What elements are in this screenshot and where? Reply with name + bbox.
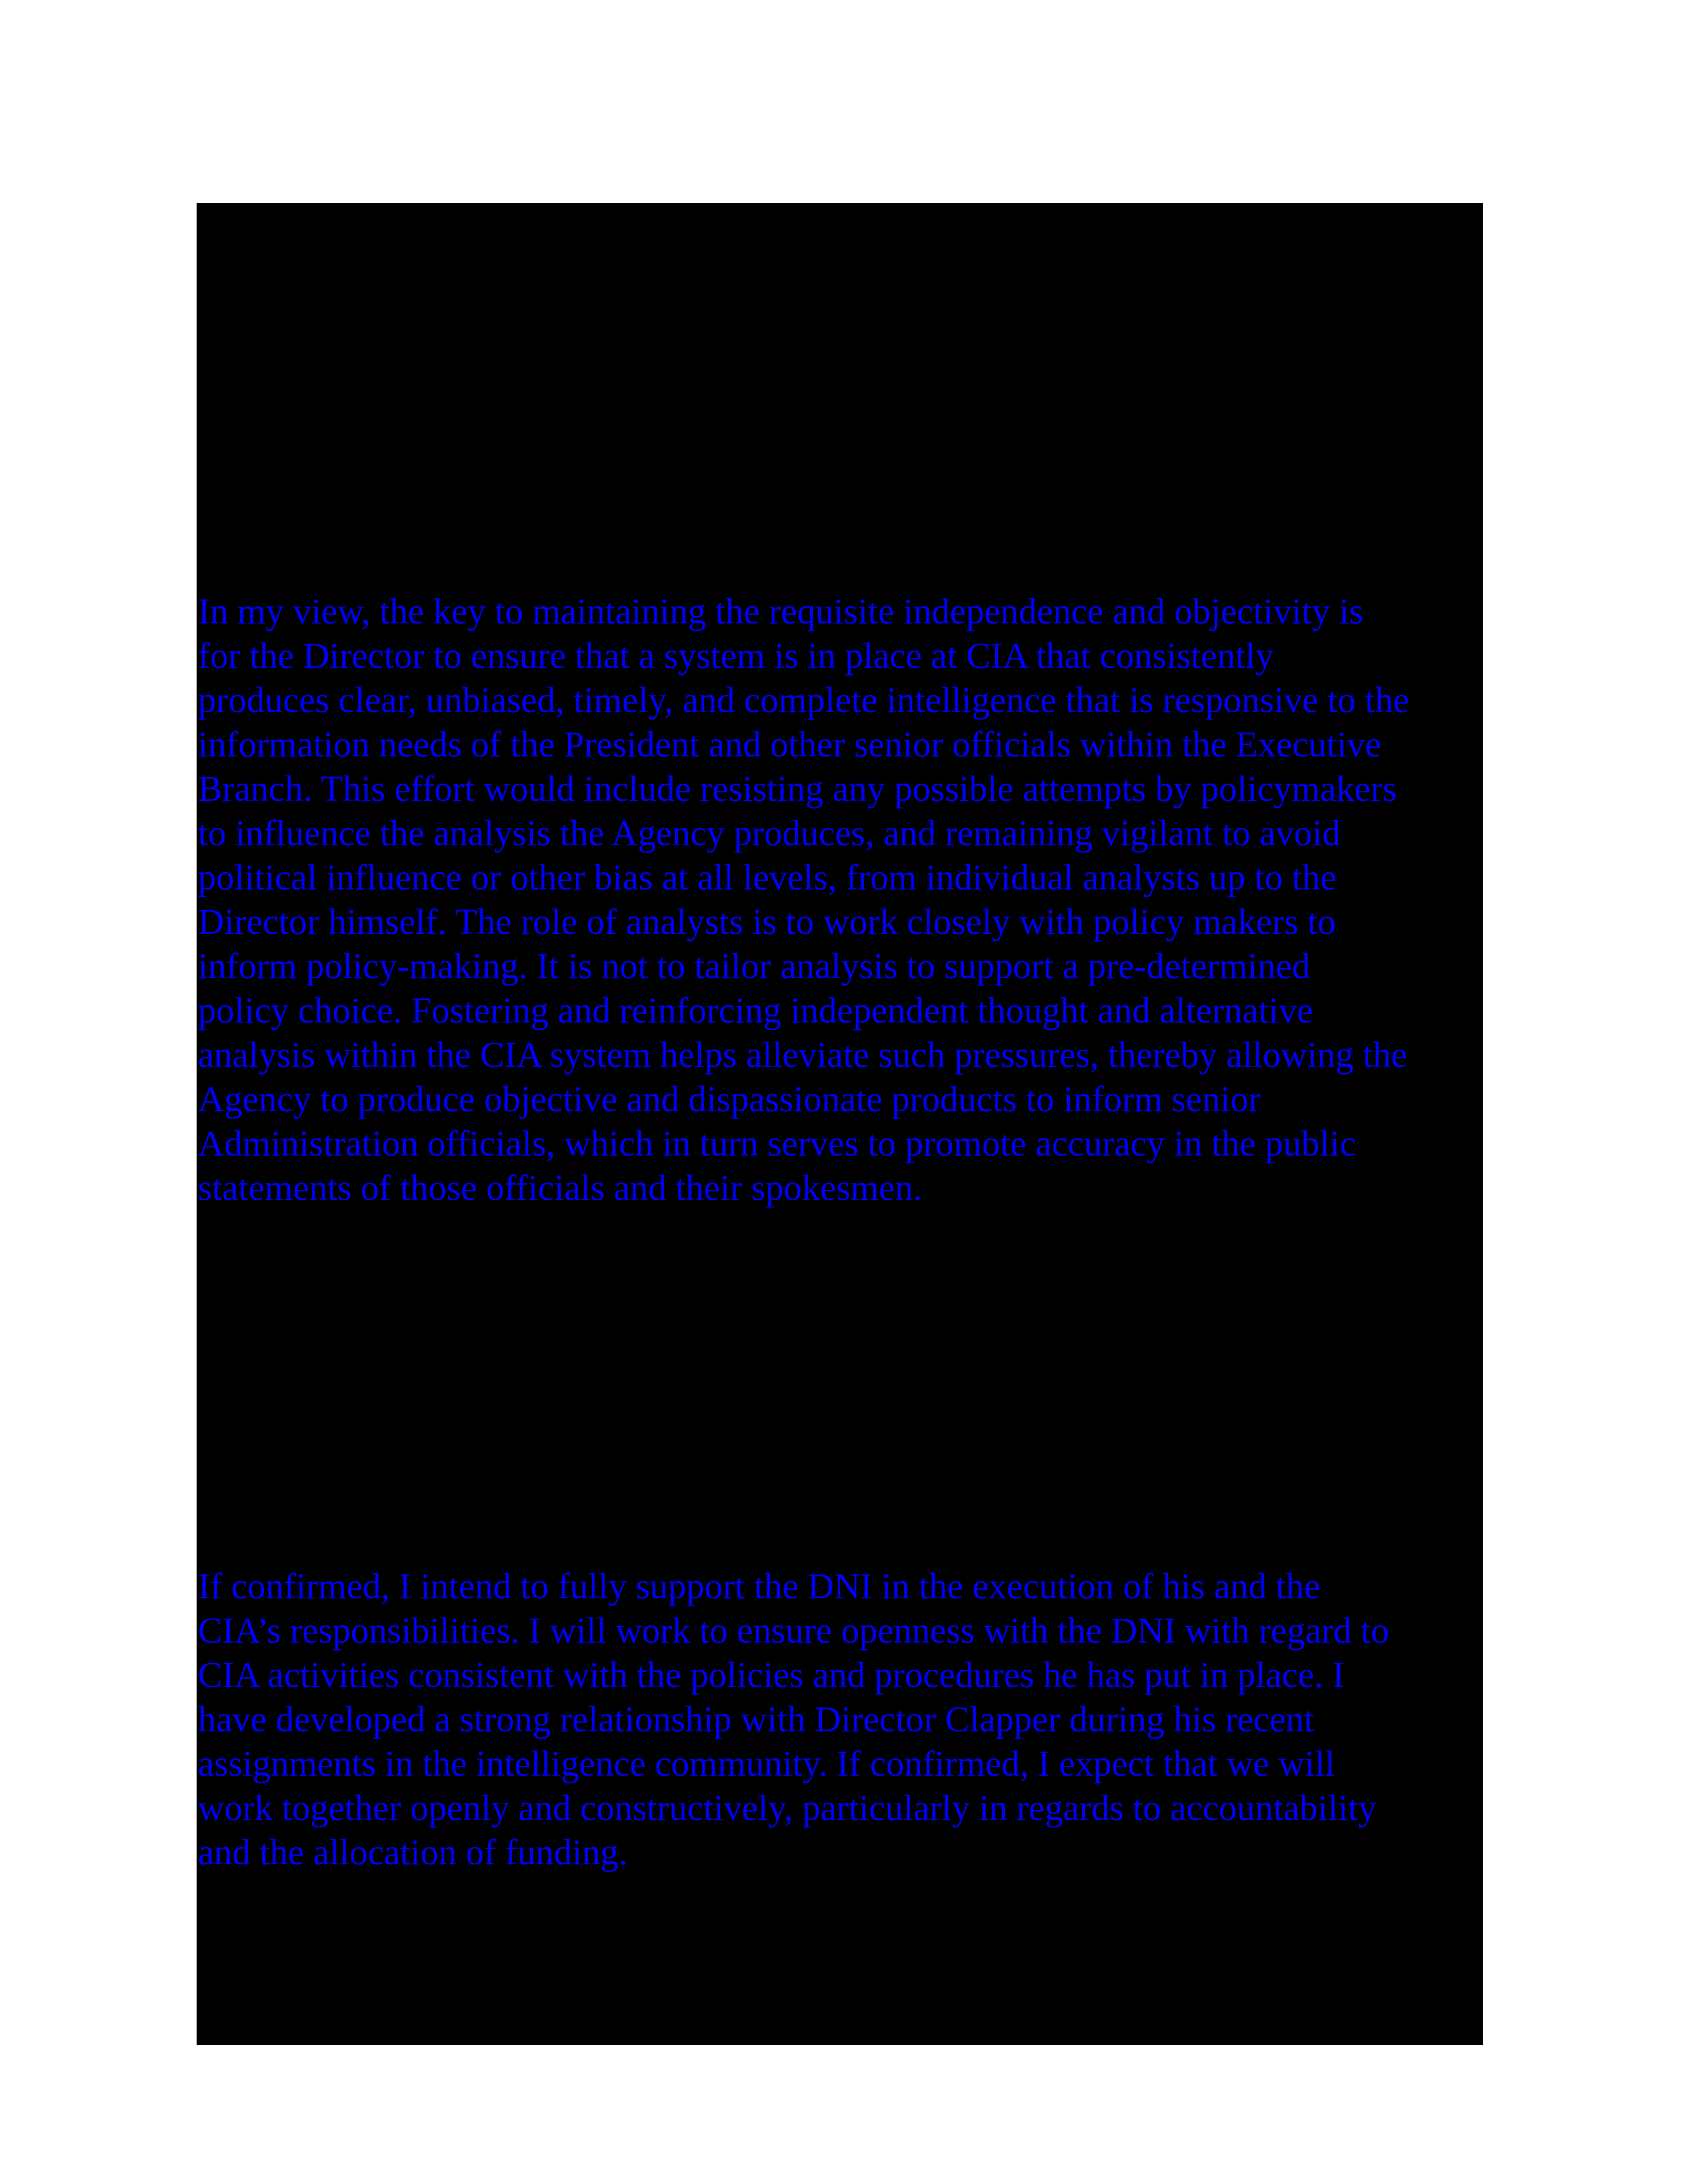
text-line: assignments in the intelligence community. If confirmed, I expect that we will xyxy=(198,1743,1335,1784)
paragraph-dni-relationship xyxy=(198,1564,1495,1874)
text-line: work together openly and constructively, particularly in regards to accountability xyxy=(198,1788,1377,1828)
text-line: Branch. This effort would include resisting any possible attempts by policymakers xyxy=(198,768,1397,809)
text-line: If confirmed, I intend to fully support the DNI in the execution of his and the xyxy=(198,1566,1321,1606)
paragraph-analytic-independence xyxy=(198,589,1495,1210)
text-line: CIA’s responsibilities. I will work to ensure openness with the DNI with regard to xyxy=(198,1610,1389,1651)
text-line: Director himself. The role of analysts is to work closely with policy makers to xyxy=(198,901,1336,942)
text-line: policy choice. Fostering and reinforcing independent thought and alternative xyxy=(198,990,1313,1030)
text-line: CIA activities consistent with the policies and procedures he has put in place. I xyxy=(198,1655,1345,1695)
text-line: produces clear, unbiased, timely, and complete intelligence that is responsive to the xyxy=(198,680,1410,720)
text-line: and the allocation of funding. xyxy=(198,1832,628,1872)
text-line: Administration officials, which in turn serves to promote accuracy in the public xyxy=(198,1123,1356,1163)
text-line: In my view, the key to maintaining the requisite independence and objectivity is xyxy=(198,591,1364,631)
text-line: information needs of the President and other senior officials within the Executive xyxy=(198,724,1382,764)
text-line: for the Director to ensure that a system is in place at CIA that consistently xyxy=(198,635,1274,676)
text-line: statements of those officials and their spokesmen. xyxy=(198,1167,923,1208)
text-line: analysis within the CIA system helps alleviate such pressures, thereby allowing the xyxy=(198,1034,1407,1075)
text-line: political influence or other bias at all levels, from individual analysts up to the xyxy=(198,857,1336,897)
text-line: Agency to produce objective and dispassionate products to inform senior xyxy=(198,1079,1261,1119)
text-line: inform policy-making. It is not to tailor analysis to support a pre-determined xyxy=(198,946,1311,986)
text-line: have developed a strong relationship with Director Clapper during his recent xyxy=(198,1699,1315,1739)
text-line: to influence the analysis the Agency produces, and remaining vigilant to avoid xyxy=(198,813,1340,853)
